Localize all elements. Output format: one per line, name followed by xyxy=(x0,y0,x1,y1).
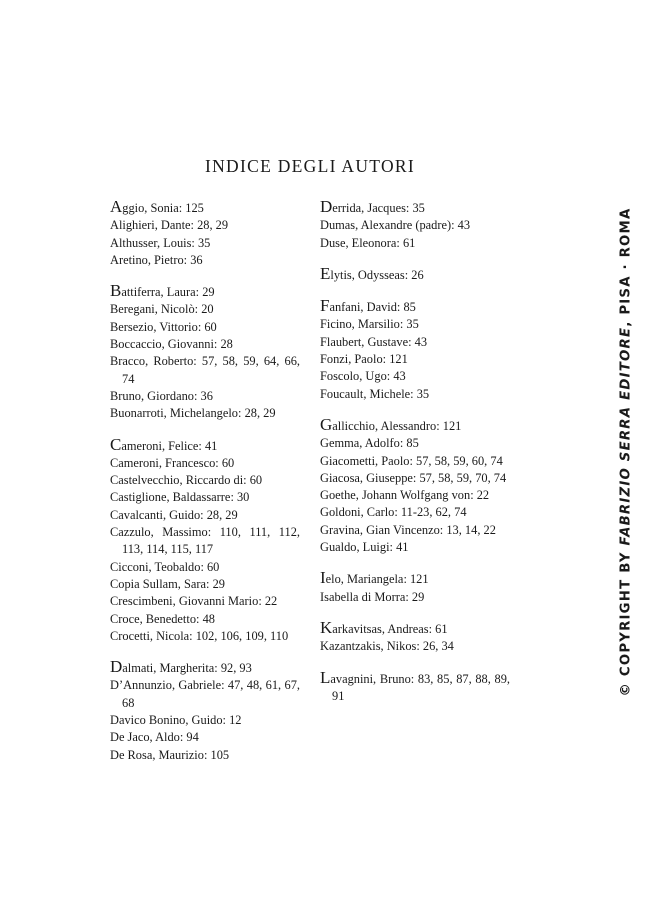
author-name: Castelvecchio, Riccardo di xyxy=(110,473,244,488)
author-name: Gemma, Adolfo xyxy=(320,436,400,451)
index-entry: Foscolo, Ugo: 43 xyxy=(320,369,406,384)
author-name: Gravina, Gian Vincenzo xyxy=(320,522,440,537)
index-entry: Bracco, Roberto: 57, 58, 59, 64, 66, 74 xyxy=(110,354,300,386)
author-name: Alighieri, Dante xyxy=(110,218,191,233)
index-entry: Giacometti, Paolo: 57, 58, 59, 60, 74 xyxy=(320,453,503,468)
page-numbers: 121 xyxy=(389,352,408,367)
index-entry: Alighieri, Dante: 28, 29 xyxy=(110,218,229,233)
index-entry: Battiferra, Laura: 29 xyxy=(110,281,215,301)
author-name: Cameroni, Felice xyxy=(110,434,199,454)
author-name: Derrida, Jacques xyxy=(320,197,406,216)
page-numbers: 12 xyxy=(229,713,242,728)
index-entry: Bruno, Giordano: 36 xyxy=(110,388,213,403)
page-numbers: 94 xyxy=(186,730,199,745)
author-name: Dumas, Alexandre (padre) xyxy=(320,218,452,233)
page-numbers: 28, 29 xyxy=(206,507,238,522)
author-name: Aggio, Sonia xyxy=(110,197,179,216)
page-numbers: 35 xyxy=(197,235,211,250)
letter-group xyxy=(320,265,510,284)
index-entry: Lavagnini, Bruno: 83, 85, 87, 88, 89, 91 xyxy=(320,667,510,703)
index-entry: Dalmati, Margherita: 92, 93 xyxy=(110,657,252,677)
index-entry: Duse, Eleonora: 61 xyxy=(320,235,416,250)
initial-letter: A xyxy=(110,197,123,216)
page-numbers: 41 xyxy=(204,438,218,453)
index-entry: Bersezio, Vittorio: 60 xyxy=(110,319,217,334)
author-name: Althusser, Louis xyxy=(110,235,192,250)
author-name: Foucault, Michele xyxy=(320,386,411,401)
page-numbers: 92, 93 xyxy=(220,661,252,676)
page-numbers: 57, 58, 59, 70, 74 xyxy=(419,470,507,485)
page-numbers: 26 xyxy=(411,267,424,282)
index-entry: Cameroni, Francesco: 60 xyxy=(110,455,235,470)
page-numbers: 61 xyxy=(402,235,416,250)
page-numbers: 105 xyxy=(210,747,230,762)
author-name: Kazantzakis, Nikos xyxy=(320,639,417,654)
index-entry: Croce, Benedetto: 48 xyxy=(110,611,215,626)
index-entry: Buonarroti, Michelangelo: 28, 29 xyxy=(110,406,276,421)
author-name: Cavalcanti, Guido xyxy=(110,507,201,522)
letter-group xyxy=(320,198,510,252)
author-name: Karkavitsas, Andreas xyxy=(320,617,429,637)
page-numbers: 13, 14, 22 xyxy=(446,522,496,537)
page-numbers: 60 xyxy=(221,455,235,470)
page-numbers: 85 xyxy=(403,300,416,315)
page-numbers: 125 xyxy=(185,201,204,215)
index-entry: Dumas, Alexandre (padre): 43 xyxy=(320,218,471,233)
author-name: Isabella di Morra xyxy=(320,589,406,604)
letter-group xyxy=(320,619,510,656)
page-numbers: 29 xyxy=(202,285,215,300)
author-name: Aretino, Pietro xyxy=(110,252,184,267)
letter-group xyxy=(320,297,510,403)
author-name: Dalmati, Margherita xyxy=(110,657,215,677)
author-name: Goethe, Johann Wolfgang von xyxy=(320,488,471,503)
page-numbers: 26, 34 xyxy=(422,639,454,654)
page-numbers: 85 xyxy=(406,436,419,451)
initial-letter: F xyxy=(320,296,330,316)
author-name: Castiglione, Baldassarre xyxy=(110,490,231,505)
index-entry: Copia Sullam, Sara: 29 xyxy=(110,576,225,591)
author-name: Fonzi, Paolo xyxy=(320,352,383,367)
author-name: Fanfani, David xyxy=(320,296,397,316)
index-entry: Goethe, Johann Wolfgang von: 22 xyxy=(320,488,490,503)
index-entry: Karkavitsas, Andreas: 61 xyxy=(320,617,448,637)
author-name: De Rosa, Maurizio xyxy=(110,747,204,762)
index-entry: Gualdo, Luigi: 41 xyxy=(320,540,409,555)
initial-letter: L xyxy=(320,667,331,687)
page-numbers: 35 xyxy=(416,386,430,401)
copyright-prefix: © COPYRIGHT BY xyxy=(618,545,634,697)
copyright-notice xyxy=(619,208,634,697)
author-name: Gallicchio, Alessandro xyxy=(320,414,437,434)
page-numbers: 47, 48, 61, 67, 68 xyxy=(122,678,300,710)
author-name: Copia Sullam, Sara xyxy=(110,576,207,591)
page-numbers: 43 xyxy=(414,334,428,349)
page-numbers: 102, 106, 109, 110 xyxy=(195,628,289,643)
author-name: Foscolo, Ugo xyxy=(320,369,387,384)
initial-letter: B xyxy=(110,281,122,301)
index-entry: Fanfani, David: 85 xyxy=(320,296,416,316)
index-entry: Ielo, Mariangela: 121 xyxy=(320,568,429,588)
author-name: Cicconi, Teobaldo xyxy=(110,559,201,574)
initial-letter: G xyxy=(320,414,333,434)
index-entry: Foucault, Michele: 35 xyxy=(320,386,430,401)
page-numbers: 22 xyxy=(476,488,490,503)
author-name: Duse, Eleonora xyxy=(320,235,397,250)
author-name: Crocetti, Nicola xyxy=(110,628,190,643)
page-numbers: 57, 58, 59, 64, 66, 74 xyxy=(122,354,300,386)
author-name: Flaubert, Gustave xyxy=(320,334,409,349)
page-numbers: 11-23, 62, 74 xyxy=(400,505,467,520)
index-entry: Kazantzakis, Nikos: 26, 34 xyxy=(320,639,454,654)
author-name: Lavagnini, Bruno xyxy=(320,667,411,687)
author-name: Davico Bonino, Guido xyxy=(110,713,223,728)
page-numbers: 35 xyxy=(406,317,419,332)
author-name: Elytis, Odysseas xyxy=(320,263,405,283)
page-numbers: 28, 29 xyxy=(244,406,276,421)
author-name: Goldoni, Carlo xyxy=(320,505,395,520)
author-name: Bracco, Roberto xyxy=(110,354,194,369)
author-name: D’Annunzio, Gabriele xyxy=(110,678,222,693)
index-entry: Cazzulo, Massimo: 110, 111, 112, 113, 114, 115, 117 xyxy=(110,525,300,557)
index-entry: Cameroni, Felice: 41 xyxy=(110,434,218,454)
page-numbers: 41 xyxy=(396,540,409,555)
letter-group xyxy=(320,569,510,606)
index-entry: Derrida, Jacques: 35 xyxy=(320,197,425,216)
initial-letter: D xyxy=(110,657,123,677)
letter-group xyxy=(110,658,300,764)
index-entry: Isabella di Morra: 29 xyxy=(320,589,425,604)
index-entry: Cavalcanti, Guido: 28, 29 xyxy=(110,507,238,522)
author-name: Giacosa, Giuseppe xyxy=(320,470,413,485)
initial-letter: D xyxy=(320,197,333,216)
author-name: Boccaccio, Giovanni xyxy=(110,337,214,352)
index-entry: Gravina, Gian Vincenzo: 13, 14, 22 xyxy=(320,522,496,537)
page-numbers: 43 xyxy=(457,218,471,233)
index-entry: Cicconi, Teobaldo: 60 xyxy=(110,559,220,574)
author-name: Giacometti, Paolo xyxy=(320,453,410,468)
author-name: Crescimbeni, Giovanni Mario xyxy=(110,594,259,609)
page-title: INDICE DEGLI AUTORI xyxy=(204,156,416,176)
index-entry: Aretino, Pietro: 36 xyxy=(110,252,203,267)
page-numbers: 110, 111, 112, 113, 114, 115, 117 xyxy=(122,525,300,557)
index-entry: Beregani, Nicolò: 20 xyxy=(110,302,214,317)
page-numbers: 121 xyxy=(409,572,429,587)
author-name: Buonarroti, Michelangelo xyxy=(110,406,239,421)
index-entry: Gemma, Adolfo: 85 xyxy=(320,436,419,451)
index-entry: Castelvecchio, Riccardo di: 60 xyxy=(110,473,263,488)
page-numbers: 35 xyxy=(412,201,425,215)
page-numbers: 29 xyxy=(212,576,225,591)
index-entry: Elytis, Odysseas: 26 xyxy=(320,263,424,283)
page-numbers: 43 xyxy=(393,369,406,384)
author-name: Cameroni, Francesco xyxy=(110,455,216,470)
page-numbers: 121 xyxy=(442,418,462,433)
page-numbers: 20 xyxy=(201,302,214,317)
index-entry: Crescimbeni, Giovanni Mario: 22 xyxy=(110,594,278,609)
index-entry: Fonzi, Paolo: 121 xyxy=(320,352,408,367)
letter-group xyxy=(110,436,300,646)
letter-group xyxy=(110,198,300,269)
index-column-right xyxy=(320,198,510,718)
copyright-suffix: , PISA · ROMA xyxy=(618,207,634,327)
page-numbers: 60 xyxy=(249,473,263,488)
index-entry: Althusser, Louis: 35 xyxy=(110,235,211,250)
page-numbers: 83, 85, 87, 88, 89, 91 xyxy=(332,671,510,703)
author-name: Gualdo, Luigi xyxy=(320,540,390,555)
initial-letter: C xyxy=(110,434,122,454)
initial-letter: K xyxy=(320,617,333,637)
index-entry: De Jaco, Aldo: 94 xyxy=(110,730,199,745)
letter-group xyxy=(110,282,300,422)
initial-letter: I xyxy=(320,568,326,588)
index-entry: Flaubert, Gustave: 43 xyxy=(320,334,428,349)
index-entry: Goldoni, Carlo: 11-23, 62, 74 xyxy=(320,505,467,520)
index-entry: Crocetti, Nicola: 102, 106, 109, 110 xyxy=(110,628,289,643)
index-entry: Castiglione, Baldassarre: 30 xyxy=(110,490,250,505)
page-numbers: 60 xyxy=(204,319,217,334)
page-numbers: 22 xyxy=(264,594,278,609)
author-name: Beregani, Nicolò xyxy=(110,302,195,317)
author-name: Ficino, Marsilio xyxy=(320,317,400,332)
index-entry: Davico Bonino, Guido: 12 xyxy=(110,713,242,728)
author-name: De Jaco, Aldo xyxy=(110,730,180,745)
page-numbers: 36 xyxy=(190,252,203,267)
author-name: Bruno, Giordano xyxy=(110,388,194,403)
author-name: Ielo, Mariangela xyxy=(320,568,404,588)
index-entry: Gallicchio, Alessandro: 121 xyxy=(320,414,462,434)
index-entry: Boccaccio, Giovanni: 28 xyxy=(110,337,233,352)
author-name: Cazzulo, Massimo xyxy=(110,525,208,540)
page-numbers: 28 xyxy=(220,337,233,352)
page-numbers: 61 xyxy=(435,621,448,636)
page-numbers: 29 xyxy=(411,589,425,604)
index-entry: Giacosa, Giuseppe: 57, 58, 59, 70, 74 xyxy=(320,470,507,485)
page-numbers: 30 xyxy=(236,490,250,505)
letter-group xyxy=(320,416,510,556)
author-name: Bersezio, Vittorio xyxy=(110,319,198,334)
index-entry: Aggio, Sonia: 125 xyxy=(110,197,204,216)
initial-letter: E xyxy=(320,263,331,283)
index-column-left xyxy=(110,198,300,777)
letter-group xyxy=(320,669,510,706)
page-numbers: 57, 58, 59, 60, 74 xyxy=(416,453,503,468)
page-numbers: 48 xyxy=(202,611,215,626)
page-numbers: 60 xyxy=(206,559,220,574)
index-entry: D’Annunzio, Gabriele: 47, 48, 61, 67, 68 xyxy=(110,678,300,710)
author-name: Croce, Benedetto xyxy=(110,611,197,626)
index-entry: Ficino, Marsilio: 35 xyxy=(320,317,419,332)
author-name: Battiferra, Laura xyxy=(110,281,196,301)
copyright-publisher: FABRIZIO SERRA EDITORE xyxy=(618,326,634,546)
page-numbers: 28, 29 xyxy=(197,218,229,233)
index-entry: De Rosa, Maurizio: 105 xyxy=(110,747,230,762)
page-numbers: 36 xyxy=(200,388,213,403)
